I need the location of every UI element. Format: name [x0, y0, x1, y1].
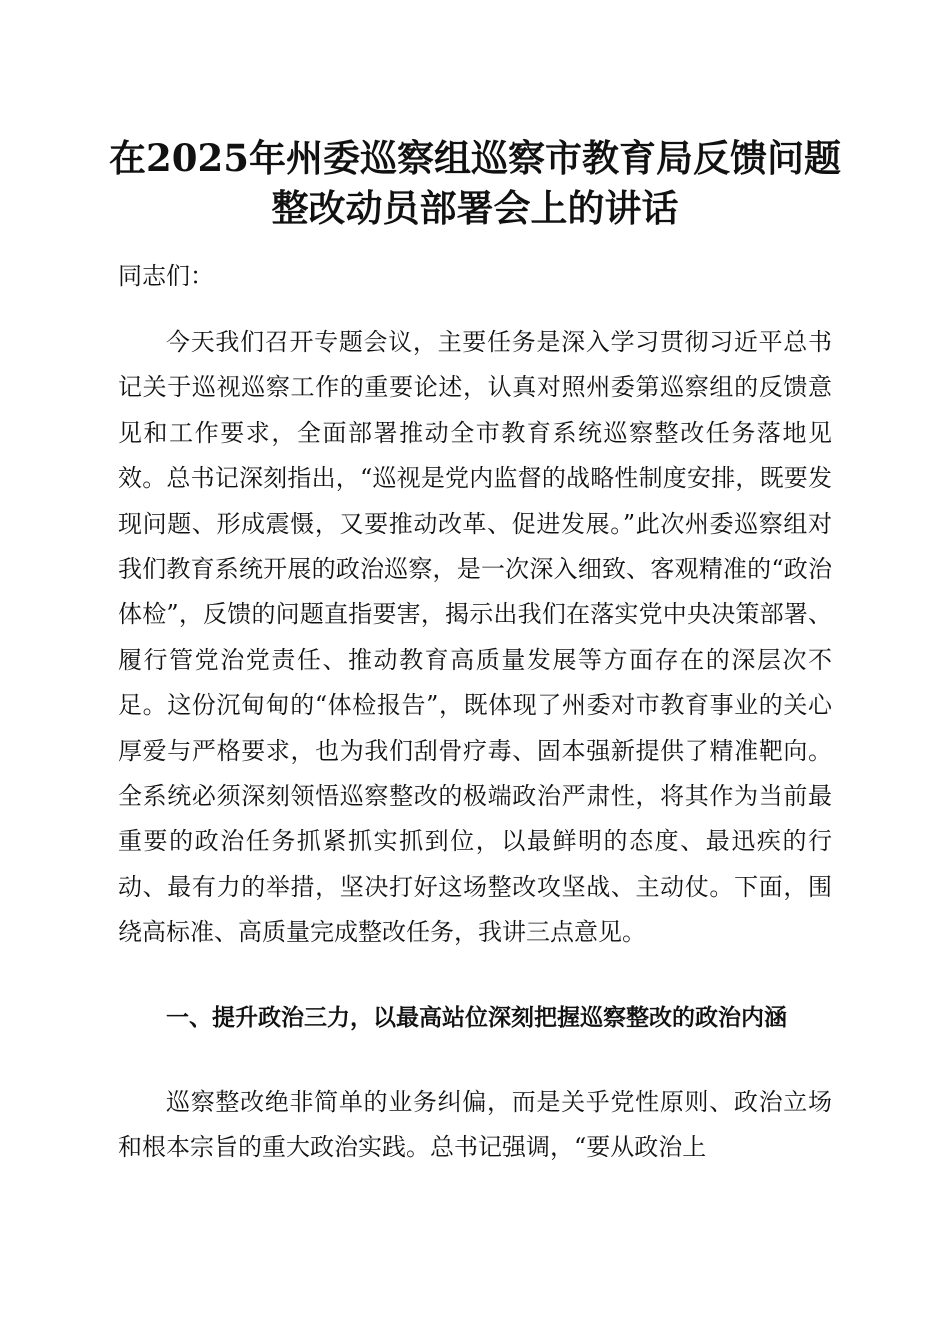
salutation: 同志们：: [118, 262, 214, 290]
document-title-line2: 整改动员部署会上的讲话: [271, 186, 679, 230]
section-heading-1: 一、提升政治三力，以最高站位深刻把握巡察整改的政治内涵: [166, 1005, 787, 1031]
paragraph-section1: 巡察整改绝非简单的业务纠偏，而是关乎党性原则、政治立场和根本宗旨的重大政治实践。总书记强调，“要从政治上: [118, 1088, 832, 1162]
document-title-line1: 在2025年州委巡察组巡察市教育局反馈问题: [109, 136, 841, 180]
paragraph-intro: 今天我们召开专题会议，主要任务是深入学习贯彻习近平总书记关于巡视巡察工作的重要论述，认真对照州委第巡察组的反馈意见和工作要求，全面部署推动全市教育系统巡察整改任务落地见效。总书记深刻指出，“巡视是党内监督的战略性制度安排，既要发现问题、形成震慑，又要推动改革、促进发展。”此次州委巡察组对我们教育系统开展的政治巡察，是一次深入细致、客观精准的“政治体检”，反馈的问题直指要害，揭示出我们在落实党中央决策部署、履行管党治党责任、推动教育高质量发展等方面存在的深层次不足。这份沉甸甸的“体检报告”，既体现了州委对市教育事业的关心厚爱与严格要求，也为我们刮骨疗毒、固本强新提供了精准靶向。全系统必须深刻领悟巡察整改的极端政治严肃性，将其作为当前最重要的政治任务抓紧抓实抓到位，以最鲜明的态度、最迅疾的行动、最有力的举措，坚决打好这场整改攻坚战、主动仗。下面，围绕高标准、高质量完成整改任务，我讲三点意见。: [118, 328, 832, 947]
